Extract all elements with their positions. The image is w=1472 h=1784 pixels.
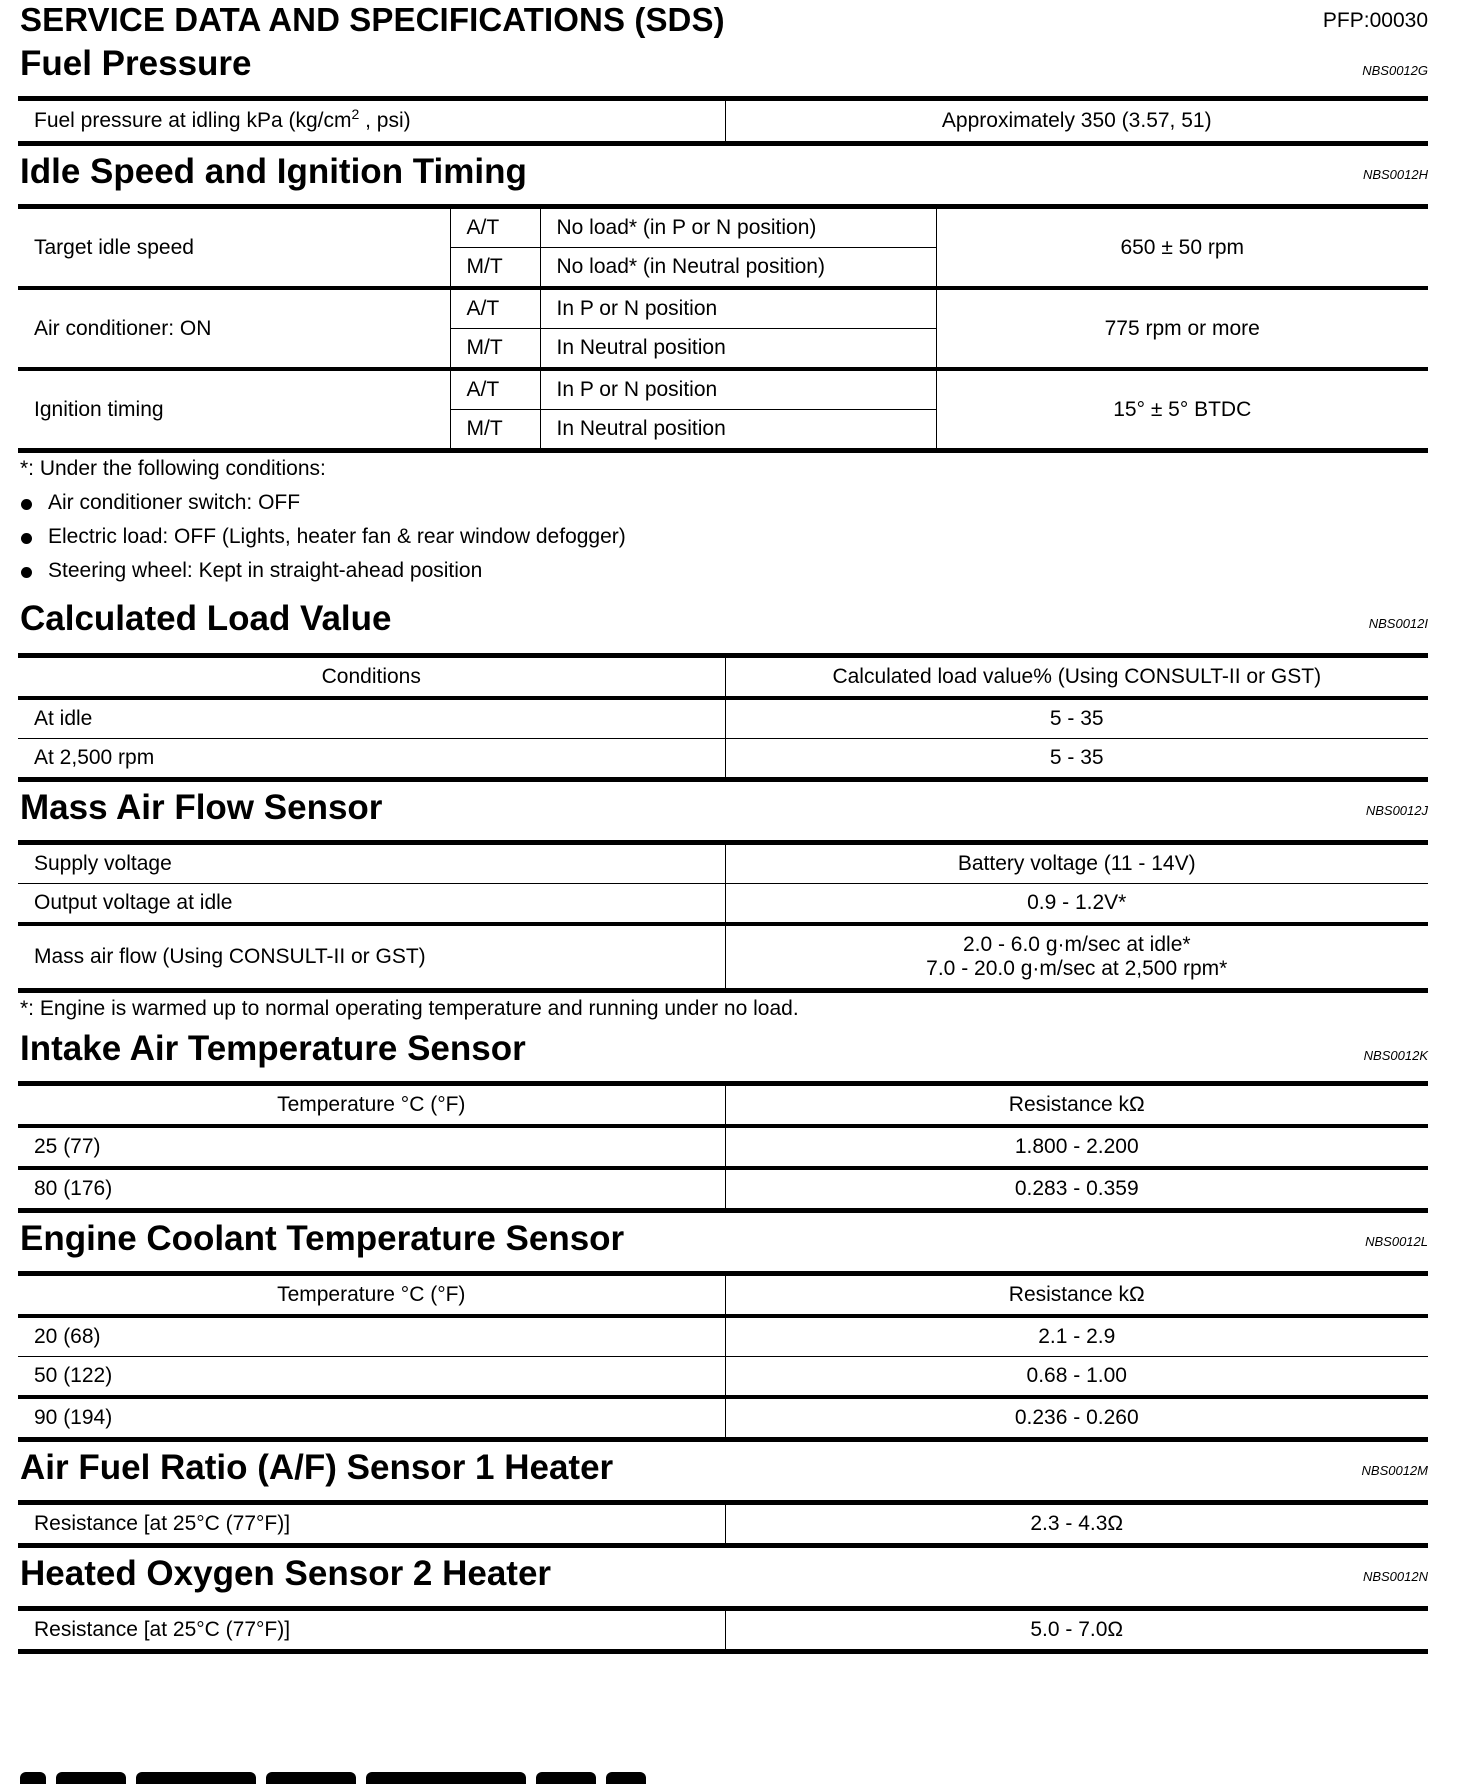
spec-label: Mass air flow (Using CONSULT-II or GST) [18,924,725,991]
sds-page [18,0,1428,1654]
bullet-icon [21,533,32,544]
resistance-value: 0.283 - 0.359 [725,1168,1428,1211]
temperature-label: 50 (122) [18,1357,725,1398]
section-ref-code: NBS0012J [1365,803,1428,818]
spec-value: Battery voltage (11 - 14V) [725,843,1428,884]
column-header: Temperature °C (°F) [18,1084,725,1127]
table-header-row [18,656,1428,699]
table-row [18,288,1428,329]
spec-label: Resistance [at 25°C (77°F)] [34,1512,291,1535]
table-row [18,843,1428,884]
section-ref-code: NBS0012K [1363,1048,1428,1063]
column-header: Calculated load value% (Using CONSULT-II or GST) [725,656,1428,699]
section-header-maf-sensor [18,782,1428,840]
section-title: Idle Speed and Ignition Timing [20,152,527,191]
condition-label: In P or N position [540,369,936,410]
conditions-list [18,491,1428,593]
spec-label: Supply voltage [34,852,172,875]
section-header-ho2s2-heater [18,1548,1428,1606]
list-item: Steering wheel: Kept in straight-ahead position [18,559,1428,593]
table-row [18,1397,1428,1440]
transmission-label: M/T [450,329,540,370]
section-ref-code: NBS0012M [1361,1463,1428,1478]
section-header-calculated-load [18,593,1428,653]
table-row [18,1316,1428,1357]
list-item: Air conditioner switch: OFF [18,491,1428,525]
section-title: Calculated Load Value [20,599,392,638]
condition-label: No load* (in P or N position) [540,207,936,248]
af-heater-table [18,1500,1428,1548]
section-header-fuel-pressure [18,44,1428,96]
spec-value: 775 rpm or more [936,288,1428,369]
resistance-value: 0.68 - 1.00 [725,1357,1428,1398]
table-row [18,207,1428,248]
transmission-label: A/T [450,369,540,410]
table-header-row [18,1084,1428,1127]
section-header-ect-sensor [18,1213,1428,1271]
section-title: Engine Coolant Temperature Sensor [20,1219,625,1258]
transmission-label: M/T [450,248,540,289]
transmission-label: A/T [450,288,540,329]
column-header: Resistance kΩ [725,1274,1428,1317]
condition-label: In Neutral position [540,329,936,370]
temperature-label: 20 (68) [34,1325,101,1348]
condition-label: At idle [34,707,93,730]
document-title: SERVICE DATA AND SPECIFICATIONS (SDS) [20,1,725,38]
table-row [18,1126,1428,1168]
temperature-label: 25 (77) [34,1135,101,1158]
section-title: Mass Air Flow Sensor [20,788,383,827]
calculated-load-table [18,653,1428,782]
table-row [18,99,1428,144]
spec-value: Approximately 350 (3.57, 51) [725,99,1428,144]
spec-label: Output voltage at idle [18,884,725,925]
transmission-label: A/T [450,207,540,248]
section-ref-code: NBS0012L [1365,1234,1428,1249]
condition-label: No load* (in Neutral position) [540,248,936,289]
table-row [18,1609,1428,1652]
section-ref-code: NBS0012G [1362,63,1428,78]
ect-sensor-table [18,1271,1428,1442]
table-row [18,1503,1428,1546]
section-ref-code: NBS0012N [1362,1569,1428,1584]
section-title: Heated Oxygen Sensor 2 Heater [20,1554,552,1593]
document-header [18,0,1428,44]
maf-sensor-table [18,840,1428,993]
section-header-af-heater [18,1442,1428,1500]
section-title: Air Fuel Ratio (A/F) Sensor 1 Heater [20,1448,614,1487]
spec-value: 2.3 - 4.3Ω [725,1503,1428,1546]
spec-value: 5 - 35 [725,698,1428,739]
footnote: *: Under the following conditions: [20,457,326,480]
table-row [18,739,1428,780]
resistance-value: 2.1 - 2.9 [725,1316,1428,1357]
spec-value [725,924,1428,991]
item-label: Air conditioner: ON [18,288,450,369]
iat-sensor-table [18,1081,1428,1213]
document-code: PFP:00030 [1322,9,1428,32]
spec-value: 5 - 35 [725,739,1428,780]
spec-label: Resistance [at 25°C (77°F)] [34,1618,291,1641]
table-row [18,884,1428,925]
spec-value-line: 2.0 - 6.0 g·m/sec at idle* [962,933,1191,956]
section-header-idle-speed [18,146,1428,204]
column-header: Conditions [18,656,725,699]
section-title: Fuel Pressure [20,44,252,83]
spec-value: 0.9 - 1.2V* [725,884,1428,925]
table-header-row [18,1274,1428,1317]
column-header: Resistance kΩ [725,1084,1428,1127]
condition-label: In Neutral position [540,410,936,451]
table-row [18,369,1428,410]
cropped-section-heading [20,1772,920,1784]
transmission-label: M/T [450,410,540,451]
idle-speed-table [18,204,1428,453]
table-row [18,698,1428,739]
column-header: Temperature °C (°F) [18,1274,725,1317]
table-row [18,1168,1428,1211]
item-label: Ignition timing [18,369,450,451]
condition-label: At 2,500 rpm [18,739,725,780]
fuel-pressure-table [18,96,1428,146]
item-label: Target idle speed [34,235,194,259]
temperature-label: 80 (176) [18,1168,725,1211]
spec-value: 15° ± 5° BTDC [936,369,1428,451]
table-row [18,1357,1428,1398]
list-item: Electric load: OFF (Lights, heater fan & rear window defogger) [18,525,1428,559]
ho2s2-heater-table [18,1606,1428,1654]
spec-label: Fuel pressure at idling kPa ($kg/cm^2$ , psi) [34,106,411,132]
bullet-icon [21,567,32,578]
spec-value: 650 ± 50 rpm [936,207,1428,289]
resistance-value: 1.800 - 2.200 [725,1126,1428,1168]
footnote: *: Engine is warmed up to normal operating temperature and running under no load. [20,997,799,1020]
resistance-value: 0.236 - 0.260 [725,1397,1428,1440]
section-header-iat-sensor [18,1027,1428,1081]
section-title: Intake Air Temperature Sensor [20,1029,526,1068]
condition-label: In P or N position [540,288,936,329]
spec-value-line: 7.0 - 20.0 g·m/sec at 2,500 rpm* [926,957,1228,980]
temperature-label: 90 (194) [18,1397,725,1440]
bullet-icon [21,499,32,510]
section-ref-code: NBS0012H [1362,167,1428,182]
section-ref-code: NBS0012I [1368,616,1428,631]
table-row [18,924,1428,991]
spec-value: 5.0 - 7.0Ω [725,1609,1428,1652]
